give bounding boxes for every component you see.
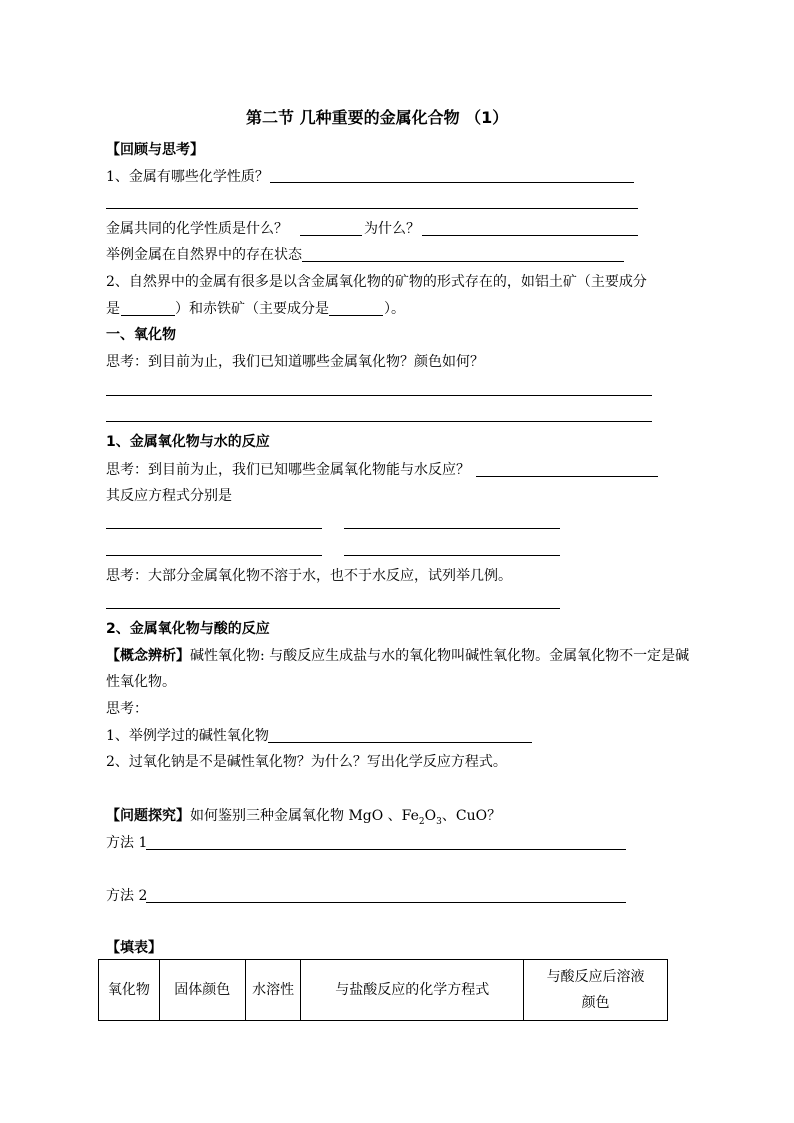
answer-line[interactable] — [146, 849, 626, 850]
answer-line[interactable] — [476, 476, 658, 477]
answer-line[interactable] — [268, 742, 532, 743]
method1-label: 方法 1 — [106, 835, 148, 851]
concept-label: 【概念辨析】 — [106, 648, 190, 664]
sub2-q2: 2、过氧化钠是不是碱性氧化物？为什么？写出化学反应方程式。 — [106, 754, 507, 770]
answer-line[interactable] — [106, 208, 638, 209]
explore-text-c: 、CuO？ — [441, 808, 502, 824]
answer-line[interactable] — [106, 608, 560, 609]
sub2-think: 思考： — [106, 701, 148, 717]
review-common-text-a: 金属共同的化学性质是什么？ — [106, 221, 288, 237]
answer-line[interactable] — [329, 315, 383, 316]
table-heading: 【填表】 — [106, 940, 162, 956]
sub2-heading: 2、金属氧化物与酸的反应 — [106, 621, 270, 637]
concept-text2: 性氧化物。 — [106, 674, 176, 690]
answer-line[interactable] — [270, 182, 634, 183]
header-oxide: 氧化物 — [99, 960, 160, 1021]
sub1-heading: 1、金属氧化物与水的反应 — [106, 434, 270, 450]
review-q1-text: 1、金属有哪些化学性质？ — [106, 169, 269, 185]
header-solution-color: 与酸反应后溶液颜色 — [524, 960, 668, 1021]
review-common-q — [106, 219, 288, 239]
answer-line[interactable] — [106, 395, 652, 396]
review-common-text-b: 为什么？ — [364, 221, 420, 237]
header-solid-color: 固体颜色 — [159, 960, 245, 1021]
page-title: 第二节 几种重要的金属化合物 （1） — [246, 108, 509, 127]
answer-line[interactable] — [146, 902, 626, 903]
review-q2-line2a: 是 — [106, 301, 120, 317]
concept-line1 — [106, 646, 689, 666]
fill-table — [98, 959, 668, 1021]
sub2-q1: 1、举例学过的碱性氧化物 — [106, 728, 269, 744]
equation-line[interactable] — [106, 528, 322, 529]
answer-line[interactable] — [300, 235, 362, 236]
review-q2-line2c: ）。 — [384, 301, 405, 317]
answer-line[interactable] — [121, 315, 175, 316]
answer-line[interactable] — [422, 235, 638, 236]
review-q2-line1: 2、自然界中的金属有很多是以含金属氧化物的矿物的形式存在的，如铝土矿（主要成分 — [106, 274, 647, 290]
review-heading: 【回顾与思考】 — [106, 142, 204, 158]
review-state-text: 举例金属在自然界中的存在状态 — [106, 247, 302, 263]
explore-text-b: O — [424, 808, 437, 824]
explore-text-a: 如何鉴别三种金属氧化物 MgO 、Fe — [190, 808, 419, 824]
answer-line[interactable] — [106, 421, 652, 422]
sub1-think: 思考：到目前为止，我们已知哪些金属氧化物能与水反应？ — [106, 462, 470, 478]
answer-line[interactable] — [302, 261, 624, 262]
explore-sub1: 2 — [418, 816, 425, 827]
section1-think: 思考：到目前为止，我们已知道哪些金属氧化物？颜色如何？ — [106, 354, 484, 370]
review-q1 — [106, 167, 269, 187]
section1-heading: 一、氧化物 — [106, 327, 176, 343]
explore-label: 【问题探究】 — [106, 808, 190, 824]
header-solubility: 水溶性 — [245, 960, 301, 1021]
method2-label: 方法 2 — [106, 888, 148, 904]
explore-question — [106, 806, 501, 832]
sub1-think2: 思考：大部分金属氧化物不溶于水，也不于水反应，试列举几例。 — [106, 568, 512, 584]
equation-line[interactable] — [344, 555, 560, 556]
review-q2-line2b: ）和赤铁矿（主要成分是 — [175, 301, 329, 317]
table-header-row — [99, 960, 668, 1021]
equation-line[interactable] — [106, 555, 322, 556]
equation-line[interactable] — [344, 528, 560, 529]
sub1-equations: 其反应方程式分别是 — [106, 488, 232, 504]
concept-text: 碱性氧化物: 与酸反应生成盐与水的氧化物叫碱性氧化物。金属氧化物不一定是碱 — [190, 648, 690, 664]
explore-sub2: 3 — [436, 816, 442, 827]
header-hcl-equation: 与盐酸反应的化学方程式 — [301, 960, 524, 1021]
